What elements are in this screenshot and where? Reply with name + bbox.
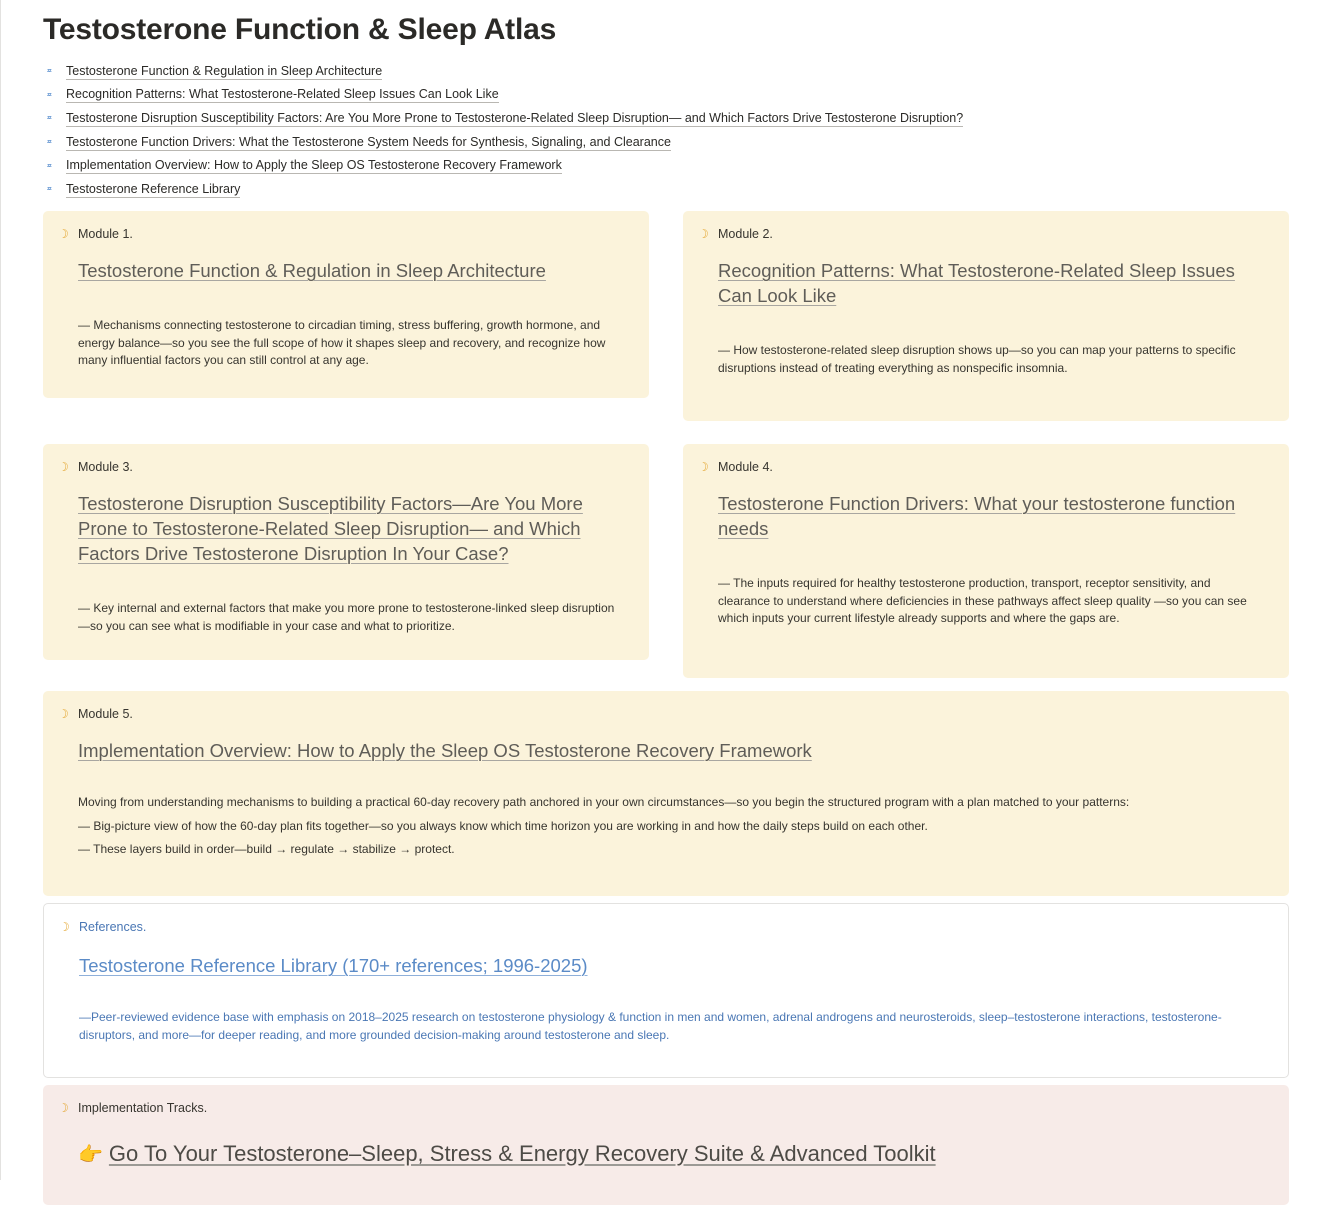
toc-item[interactable] [43,178,1289,202]
module-3-description: — Key internal and external factors that make you more prone to testosterone-linked sleep disruption—so you can see what is modifiable in your case and what to prioritize. [78,601,615,633]
module-4-description: — The inputs required for healthy testosterone production, transport, receptor sensitivity, and clearance to understand where deficiencies in these pathways affect sleep quality —so you can see which inputs your current lifestyle already supports and where the gaps are. [718,576,1247,626]
module-2-description: — How testosterone-related sleep disruption shows up—so you can map your patterns to specific disruptions instead of treating everything as nonspecific insomnia. [718,343,1236,375]
toc-link[interactable]: Testosterone Reference Library [66,181,241,196]
module-label: Module 5. [78,707,133,721]
toc-link[interactable]: Testosterone Function & Regulation in Sleep Architecture [66,63,383,78]
recovery-suite-link[interactable]: Go To Your Testosterone–Sleep, Stress & Energy Recovery Suite & Advanced Toolkit [108,1141,936,1166]
zzz-icon: ᶻᶻ [47,67,51,77]
page-title: Testosterone Function & Sleep Atlas [43,13,557,46]
module-1-card [43,211,649,398]
module-5-title-link[interactable]: Implementation Overview: How to Apply the Sleep OS Testosterone Recovery Framework [78,740,812,761]
module-1-title-link[interactable]: Testosterone Function & Regulation in Sleep Architecture [78,260,546,281]
pointing-hand-icon: 👉 [78,1144,103,1166]
crescent-moon-icon: ☽ [58,227,69,241]
description-line: — These layers build in order—build → regulate → stabilize → protect. [78,842,455,856]
module-3-card [43,444,649,660]
tracks-label: Implementation Tracks. [78,1101,208,1115]
toc-link[interactable]: Implementation Overview: How to Apply the Sleep OS Testosterone Recovery Framework [66,158,562,173]
module-1-description: — Mechanisms connecting testosterone to circadian timing, stress buffering, growth hormone, and energy balance—so you see the full scope of how it shapes sleep and recovery, and recognize how many influential factors you can still control at any age. [78,318,606,368]
module-2-title-link[interactable]: Recognition Patterns: What Testosterone-Related Sleep Issues Can Look Like [718,260,1235,306]
module-5-card [43,691,1289,896]
implementation-tracks-card [43,1085,1289,1205]
zzz-icon: ᶻᶻ [47,90,51,100]
toc-item[interactable] [43,154,1289,178]
references-description: —Peer-reviewed evidence base with emphasis on 2018–2025 research on testosterone physiology & function in men and women, adrenal androgens and neurosteroids, sleep–testosterone interactions, testosterone-disruptors, and more—for deeper reading, and more grounded decision-making around testosterone and sleep. [79,1010,1222,1042]
description-line: Moving from understanding mechanisms to building a practical 60-day recovery path anchored in your own circumstances—so you begin the structured program with a plan matched to your patterns: [78,795,1130,809]
toc-item[interactable] [43,107,1289,131]
zzz-icon: ᶻᶻ [47,114,51,124]
reference-library-link[interactable]: Testosterone Reference Library (170+ references; 1996-2025) [79,955,588,976]
toc-item[interactable] [43,84,1289,108]
toc-item[interactable] [43,60,1289,84]
crescent-moon-icon: ☽ [58,460,69,474]
references-label: References. [79,920,147,934]
module-label: Module 1. [78,227,133,241]
module-2-card [683,211,1289,421]
page [43,0,1289,202]
toc-link[interactable]: Recognition Patterns: What Testosterone-Related Sleep Issues Can Look Like [66,87,499,102]
toc-link[interactable]: Testosterone Disruption Susceptibility Factors: Are You More Prone to Testosterone-Related Sleep Disruption— and Which Factors Drive Testosterone Disruption? [66,110,964,125]
crescent-moon-icon: ☽ [698,460,709,474]
crescent-moon-icon: ☽ [58,707,69,721]
crescent-moon-icon: ☽ [698,227,709,241]
table-of-contents [43,60,1289,202]
crescent-moon-icon: ☽ [59,920,70,934]
zzz-icon: ᶻᶻ [47,138,51,148]
toc-item[interactable] [43,131,1289,155]
zzz-icon: ᶻᶻ [47,185,51,195]
module-label: Module 2. [718,227,773,241]
module-label: Module 3. [78,460,133,474]
zzz-icon: ᶻᶻ [47,161,51,171]
module-4-card [683,444,1289,678]
module-label: Module 4. [718,460,773,474]
toc-link[interactable]: Testosterone Function Drivers: What the Testosterone System Needs for Synthesis, Signaling, and Clearance [66,134,671,149]
description-line: — Big-picture view of how the 60-day plan fits together—so you always know which time horizon you are working in and how the daily steps build on each other. [78,818,928,833]
module-3-title-link[interactable]: Testosterone Disruption Susceptibility Factors—Are You More Prone to Testosterone-Related Sleep Disruption— and Which Factors Drive Testosterone Disruption In Your Case? [78,493,583,564]
left-divider [0,0,1,1180]
module-5-description [78,794,1265,865]
module-4-title-link[interactable]: Testosterone Function Drivers: What your testosterone function needs [718,493,1236,539]
references-card [43,903,1289,1078]
crescent-moon-icon: ☽ [58,1101,69,1115]
